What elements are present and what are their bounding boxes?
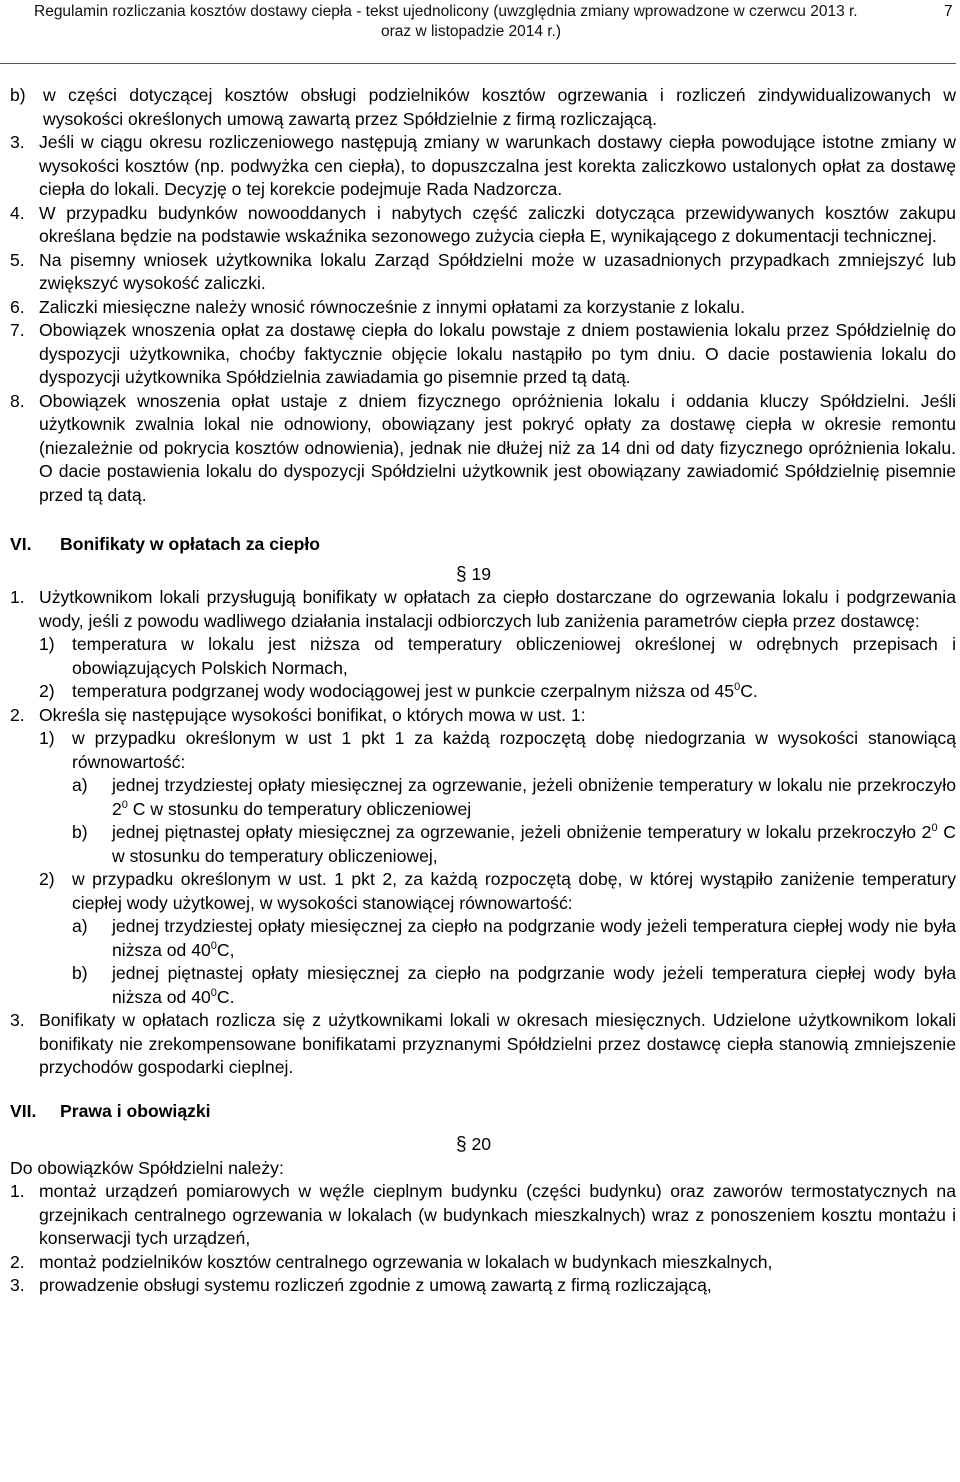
text-part: jednej piętnastej opłaty miesięcznej za ciepło na podgrzanie wody jeżeli temperatura ciepłej wody była niższa od 40 (112, 963, 956, 1007)
sub-sub-item-text (112, 915, 956, 962)
sub-sub-item (72, 774, 956, 821)
text-part: C w stosunku do temperatury obliczeniowej, (112, 822, 957, 866)
superscript: 0 (121, 798, 128, 811)
item-number: 6. (10, 296, 25, 317)
item-text: Użytkownikom lokali przysługują bonifikaty w opłatach za ciepło dostarczane do ogrzewania lokalu i podgrzewania wody, jeśli z powodu wadliwego działania instalacji odbiorczych lub zaniżenia parametrów ciepła przez dostawcę: (39, 587, 956, 631)
section-intro: Do obowiązków Spółdzielni należy: (10, 1157, 284, 1178)
list-item (10, 249, 956, 296)
item-text: Obowiązek wnoszenia opłat za dostawę ciepła do lokalu powstaje z dniem postawienia lokalu przez Spółdzielnię do dyspozycji użytkownika, choćby faktycznie objęcie lokalu nastąpiło po tym dniu. O dacie postawienia lokalu do dyspozycji użytkownika Spółdzielnia zawiadamia go pisemnie przed tą datą. (39, 320, 956, 387)
sub-item-text: temperatura w lokalu jest niższa od temperatury obliczeniowej określonej w odrębnych przepisach i obowiązujących Polskich Normach, (72, 634, 956, 678)
superscript: 0 (210, 939, 217, 952)
item-number: 1. (10, 587, 25, 607)
sub-sub-item-text (112, 962, 956, 1009)
text-part: C. (216, 986, 235, 1007)
list-item (10, 390, 956, 508)
sub-item (39, 633, 956, 680)
sub-sub-item-text (112, 774, 956, 821)
section-heading-vi (10, 533, 956, 557)
sub-item-text: w przypadku określonym w ust. 1 pkt 2, za każdą rozpoczętą dobę, w której wystąpiło zaniżenie temperatury ciepłej wody użytkowej, w wysokości stanowiącej równowartość: (72, 869, 956, 913)
letter-label: b) (72, 963, 88, 983)
section-number: VII. (10, 1100, 37, 1121)
text-part: C. (740, 681, 758, 701)
header-title-line2: oraz w listopadzie 2014 r.) (381, 23, 562, 40)
sub-item (39, 680, 956, 704)
sub-item-text: w przypadku określonym w ust 1 pkt 1 za każdą rozpoczętą dobę niedogrzania w wysokości stanowiącą równowartość: (72, 728, 956, 772)
letter-label: a) (72, 775, 88, 795)
section-title: Bonifikaty w opłatach za ciepło (60, 534, 321, 554)
sub-sub-item-text (112, 821, 956, 868)
sub-item (39, 727, 956, 774)
paragraph-symbol: § (456, 563, 467, 585)
list-item (10, 1251, 956, 1275)
section-heading-vii (10, 1100, 956, 1124)
sub-sub-item (72, 821, 956, 868)
clause-b (10, 84, 956, 131)
paragraph-symbol: § (456, 1134, 467, 1155)
list-item (10, 1274, 956, 1298)
item-text: Na pisemny wniosek użytkownika lokalu Zarząd Spółdzielni może w uzasadnionych przypadkach zmniejszyć lub zwiększyć wysokość zaliczki. (39, 249, 956, 293)
text-part: jednej trzydziestej opłaty miesięcznej za ogrzewanie, jeżeli obniżenie temperatury w lokalu nie przekroczyło 2 (112, 775, 956, 819)
header-title-line1: Regulamin rozliczania kosztów dostawy ciepła - tekst ujednolicony (uwzględnia zmiany wprowadzone w czerwcu 2013 r. (34, 3, 858, 20)
item-text: W przypadku budynków nowooddanych i nabytych część zaliczki dotycząca przewidywanych kosztów zakupu określana będzie na podstawie wskaźnika sezonowego zużycia ciepła E, wynikającego z dokumentacji technicznej. (39, 202, 956, 246)
superscript: 0 (210, 986, 217, 999)
text-part: C w stosunku do temperatury obliczeniowej (127, 798, 472, 819)
item-number: 2. (10, 1251, 25, 1272)
item-text: montaż podzielników kosztów centralnego ogrzewania w lokalach w budynkach mieszkalnych, (39, 1251, 773, 1272)
paragraph-number: 19 (471, 563, 492, 584)
section-number: VI. (10, 534, 32, 554)
sub-item (39, 868, 956, 915)
list-item (10, 296, 956, 320)
letter-label: b) (72, 822, 88, 842)
sub-sub-item (72, 962, 956, 1009)
item-text: prowadzenie obsługi systemu rozliczeń zgodnie z umową zawartą z firmą rozliczającą, (39, 1275, 712, 1295)
item-number: 4. (10, 202, 25, 223)
paragraph-marker (456, 563, 956, 587)
list-item (10, 319, 956, 390)
list-item (10, 1009, 956, 1080)
sub-item-text (72, 680, 956, 704)
item-number: 1. (10, 1181, 25, 1201)
item-number: 2. (10, 704, 25, 725)
item-number: 3. (10, 132, 25, 152)
item-number: 3. (10, 1010, 25, 1030)
paragraph-marker (456, 1133, 956, 1157)
list-item (10, 1180, 956, 1251)
item-text: Określa się następujące wysokości bonifikat, o których mowa w ust. 1: (39, 704, 586, 725)
list-item (10, 131, 956, 202)
text-part: jednej trzydziestej opłaty miesięcznej za ciepło na podgrzanie wody jeżeli temperatura ciepłej wody nie była niższa od 40 (112, 916, 956, 960)
sub-sub-item (72, 915, 956, 962)
list-item (10, 202, 956, 249)
document-body (10, 84, 956, 1298)
list-item (10, 586, 956, 633)
page-number: 7 (944, 3, 953, 20)
text-part: temperatura podgrzanej wody wodociągowej jest w punkcie czerpalnym niższa od 45 (72, 681, 735, 701)
superscript: 0 (931, 822, 938, 835)
item-text: Obowiązek wnoszenia opłat ustaje z dniem fizycznego opróżnienia lokalu i oddania kluczy Spółdzielni. Jeśli użytkownik zwalnia lokal nie odnowiony, obowiązany jest pokryć opłaty za dostawę ciepła w okresie remontu (niezależnie od pokrycia kosztów odnowienia), jednak nie dłużej niż za 14 dni od daty fizycznego opróżnienia lokalu. O dacie postawienia lokalu do dyspozycji Spółdzielni użytkownik jest obowiązany zawiadomić Spółdzielnię pisemnie przed tą datą. (39, 390, 956, 505)
sub-item-number: 1) (39, 634, 55, 654)
superscript: 0 (734, 681, 741, 694)
clause-text: w części dotyczącej kosztów obsługi podzielników kosztów ogrzewania i rozliczeń zindywidualizowanych w wysokości określonych umową zawartą przez Spółdzielnie z firmą rozliczającą. (43, 85, 956, 129)
header-rule (0, 63, 956, 64)
item-number: 7. (10, 320, 25, 340)
item-text: Zaliczki miesięczne należy wnosić równocześnie z innymi opłatami za korzystanie z lokalu. (39, 296, 745, 317)
item-number: 5. (10, 249, 25, 270)
paragraph-number: 20 (471, 1134, 492, 1154)
item-text: Bonifikaty w opłatach rozlicza się z użytkownikami lokali w okresach miesięcznych. Udzielone użytkownikom lokali bonifikaty nie zrekompensowane bonifikatami przyznanymi Spółdzielni przez dostawcę ciepła stanowią zmniejszenie przychodów gospodarki cieplnej. (39, 1010, 956, 1077)
text-part: jednej piętnastej opłaty miesięcznej za ogrzewanie, jeżeli obniżenie temperatury w lokalu przekroczyło 2 (112, 822, 932, 842)
sub-item-number: 2) (39, 869, 55, 889)
clause-label: b) (10, 85, 26, 105)
sub-item-number: 1) (39, 728, 55, 748)
item-text: Jeśli w ciągu okresu rozliczeniowego następują zmiany w warunkach dostawy ciepła powodujące istotne zmiany w wysokości kosztów (np. podwyżka cen ciepła), to dopuszczalna jest korekta zaliczkowo ustalonych opłat za dostawę ciepła do lokali. Decyzję o tej korekcie podejmuje Rada Nadzorcza. (39, 132, 956, 199)
item-number: 3. (10, 1275, 25, 1295)
section-title: Prawa i obowiązki (60, 1100, 211, 1121)
item-number: 8. (10, 390, 25, 411)
letter-label: a) (72, 916, 88, 936)
item-text: montaż urządzeń pomiarowych w węźle cieplnym budynku (części budynku) oraz zaworów termostatycznych na grzejnikach centralnego ogrzewania w lokalach (w budynkach mieszkalnych) wraz z ponoszeniem kosztu montażu i konserwacji tych urządzeń, (39, 1181, 956, 1248)
list-item (10, 704, 956, 728)
text-part: C, (216, 939, 235, 960)
sub-item-number: 2) (39, 681, 55, 701)
